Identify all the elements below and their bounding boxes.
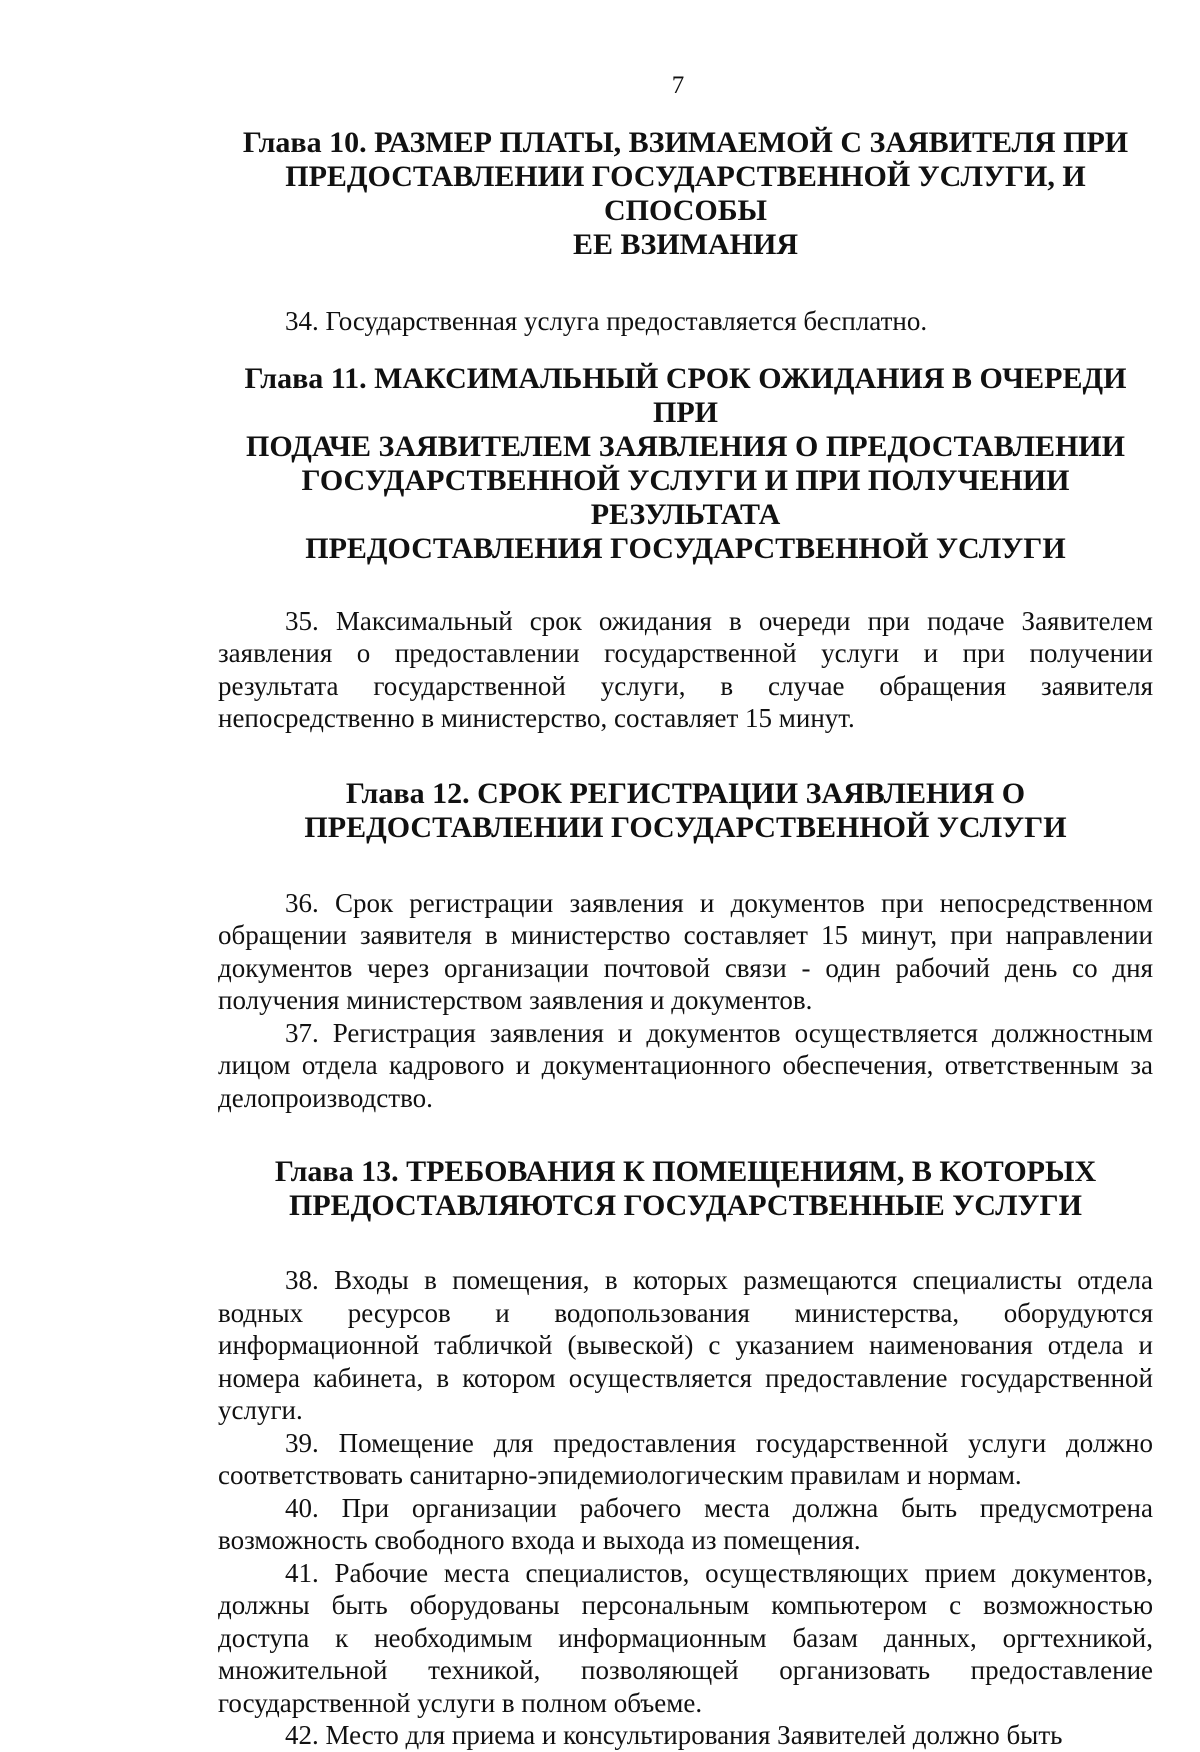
page-number: 7 [671, 72, 685, 99]
heading-line: ЕЕ ВЗИМАНИЯ [572, 228, 798, 261]
heading-line: ПРЕДОСТАВЛЕНИИ ГОСУДАРСТВЕННОЙ УСЛУГИ [304, 810, 1067, 844]
paragraph-35: 35. Максимальный срок ожидания в очереди при подаче Заявителем заявления о предоставлении государственной услуги и при получении результата государственной услуги, в случае обращения заявителя непосредственно в министерство, составляет 15 минут. [218, 605, 1153, 733]
chapter-10-heading [218, 126, 1153, 262]
paragraph-38: 38. Входы в помещения, в которых размещаются специалисты отдела водных ресурсов и водопользования министерства, оборудуются информационной табличкой (вывеской) с указанием наименования отдела и номера кабинета, в котором осуществляется предоставление государственной услуги. [218, 1265, 1153, 1425]
heading-line: Глава 11. МАКСИМАЛЬНЫЙ СРОК ОЖИДАНИЯ В ОЧЕРЕДИ ПРИ [244, 361, 1127, 429]
paragraph-42: 42. Место для приема и консультирования Заявителей должно быть [285, 1720, 1063, 1750]
heading-line: Глава 10. РАЗМЕР ПЛАТЫ, ВЗИМАЕМОЙ С ЗАЯВИТЕЛЯ ПРИ [242, 126, 1129, 159]
paragraph-40: 40. При организации рабочего места должна быть предусмотрена возможность свободного входа и выхода из помещения. [218, 1492, 1153, 1555]
paragraph-34: 34. Государственная услуга предоставляется бесплатно. [285, 306, 928, 336]
paragraph-36: 36. Срок регистрации заявления и документов при непосредственном обращении заявителя в министерство составляет 15 минут, при направлении документов через организации почтовой связи - один рабочий день со дня получения министерством заявления и документов. [218, 887, 1153, 1015]
heading-line: ПОДАЧЕ ЗАЯВИТЕЛЕМ ЗАЯВЛЕНИЯ О ПРЕДОСТАВЛЕНИИ [246, 429, 1125, 463]
chapter-12-heading [218, 777, 1153, 845]
document-body [218, 126, 1153, 1752]
paragraph-41: 41. Рабочие места специалистов, осуществляющих прием документов, должны быть оборудованы персональным компьютером с возможностью доступа к необходимым информационным базам данных, оргтехникой, множительной техникой, позволяющей организовать предоставление государственной услуги в полном объеме. [218, 1557, 1153, 1718]
chapter-11-heading [218, 362, 1153, 566]
heading-line: Глава 12. СРОК РЕГИСТРАЦИИ ЗАЯВЛЕНИЯ О [345, 776, 1026, 810]
heading-line: ГОСУДАРСТВЕННОЙ УСЛУГИ И ПРИ ПОЛУЧЕНИИ РЕЗУЛЬТАТА [301, 463, 1070, 531]
heading-line: ПРЕДОСТАВЛЕНИИ ГОСУДАРСТВЕННОЙ УСЛУГИ, И СПОСОБЫ [285, 160, 1086, 227]
heading-line: ПРЕДОСТАВЛЯЮТСЯ ГОСУДАРСТВЕННЫЕ УСЛУГИ [289, 1189, 1082, 1222]
paragraph-37: 37. Регистрация заявления и документов осуществляется должностным лицом отдела кадрового и документационного обеспечения, ответственным за делопроизводство. [218, 1017, 1153, 1113]
chapter-13-heading [218, 1155, 1153, 1223]
paragraph-39: 39. Помещение для предоставления государственной услуги должно соответствовать санитарно-эпидемиологическим правилам и нормам. [218, 1427, 1153, 1490]
heading-line: ПРЕДОСТАВЛЕНИЯ ГОСУДАРСТВЕННОЙ УСЛУГИ [305, 531, 1066, 565]
heading-line: Глава 13. ТРЕБОВАНИЯ К ПОМЕЩЕНИЯМ, В КОТОРЫХ [274, 1155, 1097, 1188]
